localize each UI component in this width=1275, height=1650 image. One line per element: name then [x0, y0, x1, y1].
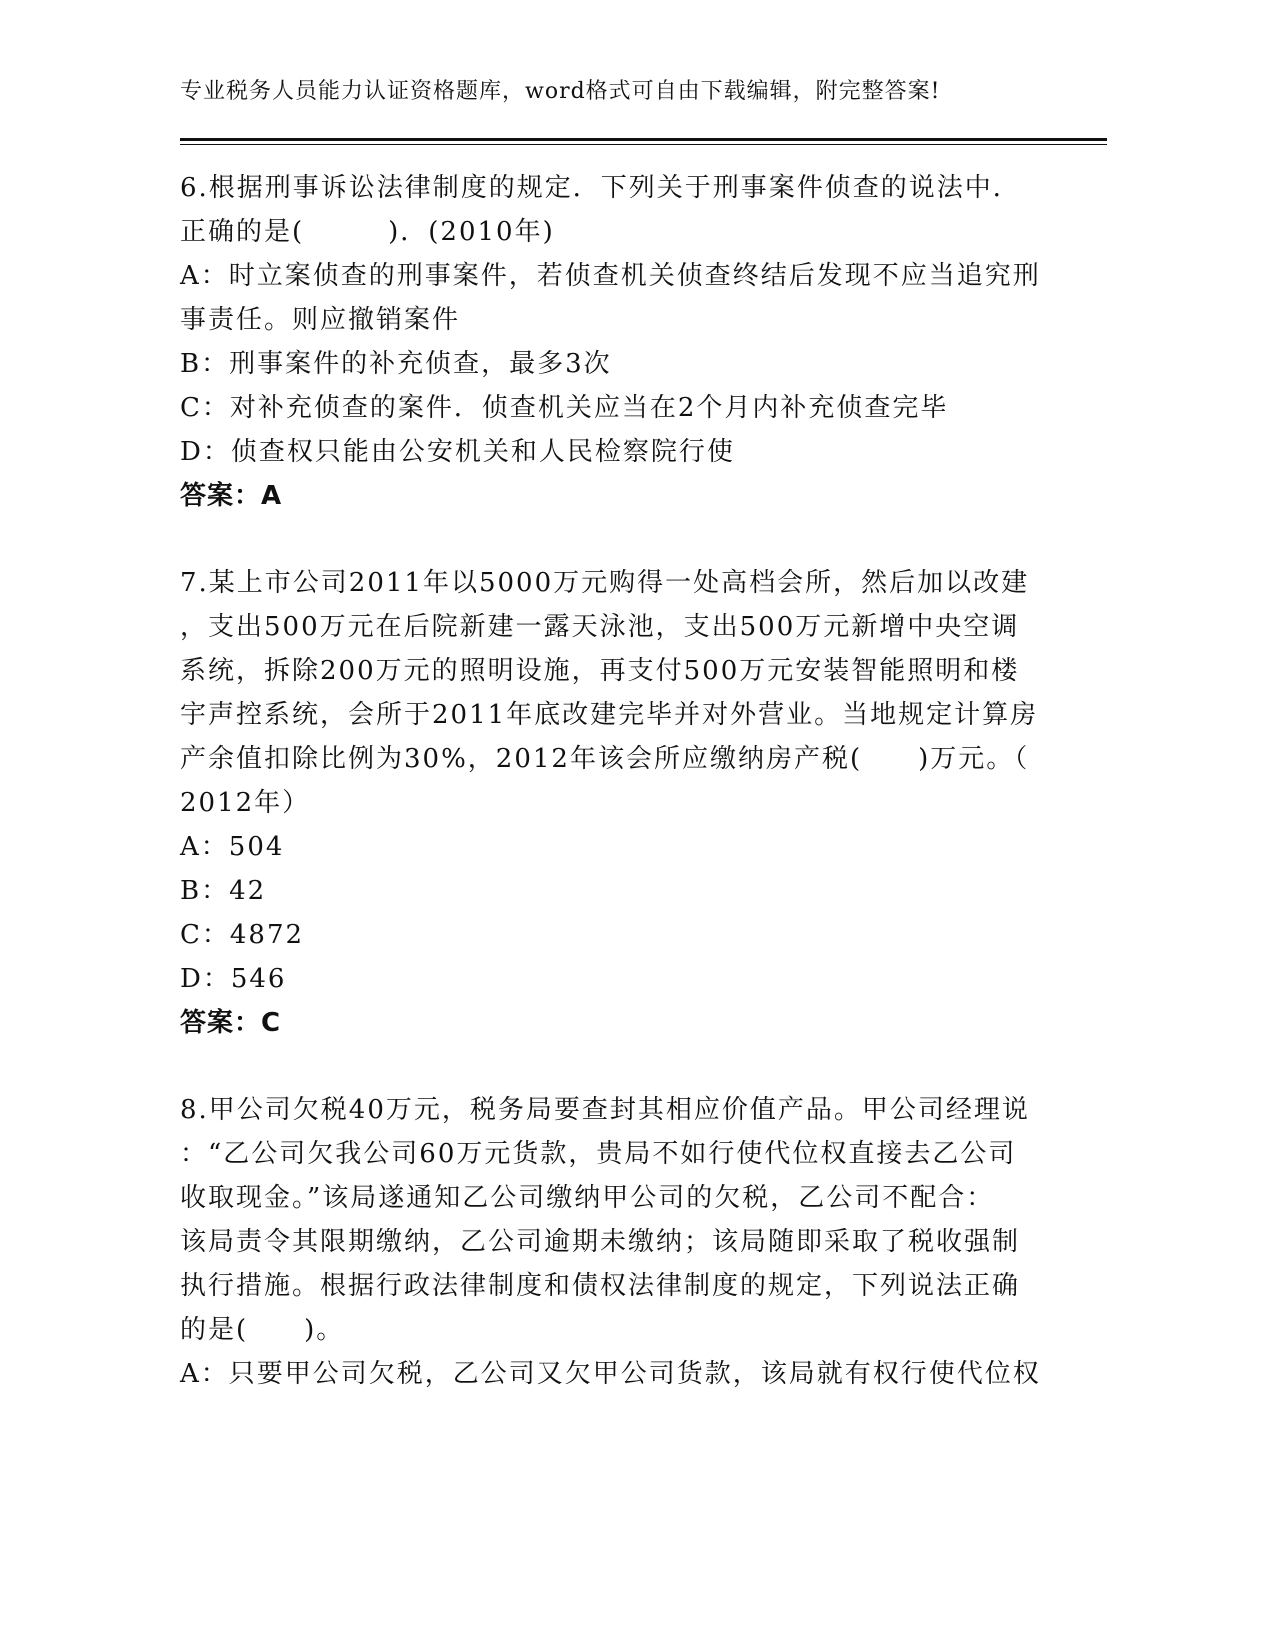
answer-line: 答案：C	[180, 1008, 282, 1038]
question-7	[180, 561, 1040, 1045]
option-line: C：4872	[180, 920, 305, 950]
header-rule-thin	[180, 144, 1107, 145]
question-spacer	[180, 518, 1040, 561]
option-line: 事责任。则应撤销案件	[180, 305, 461, 335]
option-line: D：546	[180, 964, 287, 994]
question-stem-line: 系统，拆除200万元的照明设施，再支付500万元安装智能照明和楼	[180, 656, 1020, 686]
option-line: B：42	[180, 876, 267, 906]
question-stem-line: 正确的是( )．(2010年)	[180, 217, 555, 247]
question-stem-line: 的是( )。	[180, 1315, 345, 1345]
option-line: A：时立案侦查的刑事案件，若侦查机关侦查终结后发现不应当追究刑	[180, 261, 1041, 291]
question-6	[180, 166, 1040, 518]
question-spacer	[180, 1045, 1040, 1088]
option-line: D：侦查权只能由公安机关和人民检察院行使	[180, 437, 735, 467]
question-stem-line: ：“乙公司欠我公司60万元货款，贵局不如行使代位权直接去乙公司	[180, 1139, 1017, 1169]
question-stem-line: 6.根据刑事诉讼法律制度的规定．下列关于刑事案件侦查的说法中．	[180, 173, 1021, 203]
question-list	[180, 166, 1040, 1396]
question-8	[180, 1088, 1040, 1396]
header-rule	[180, 138, 1107, 141]
question-stem-line: 该局责令其限期缴纳，乙公司逾期未缴纳；该局随即采取了税收强制	[180, 1227, 1021, 1257]
question-stem-line: 宇声控系统，会所于2011年底改建完毕并对外营业。当地规定计算房	[180, 700, 1039, 730]
option-line: B：刑事案件的补充侦查，最多3次	[180, 349, 612, 379]
question-stem-line: 收取现金。”该局遂通知乙公司缴纳甲公司的欠税，乙公司不配合：	[180, 1183, 995, 1213]
option-line: C：对补充侦查的案件．侦查机关应当在2个月内补充侦查完毕	[180, 393, 949, 423]
answer-line: 答案：A	[180, 481, 283, 511]
question-stem-line: 7.某上市公司2011年以5000万元购得一处高档会所，然后加以改建	[180, 568, 1030, 598]
question-stem-line: 2012年）	[180, 788, 311, 818]
page-header: 专业税务人员能力认证资格题库，word格式可自由下载编辑，附完整答案!	[180, 79, 941, 104]
question-stem-line: ，支出500万元在后院新建一露天泳池，支出500万元新增中央空调	[180, 612, 1020, 642]
option-line: A：只要甲公司欠税，乙公司又欠甲公司货款，该局就有权行使代位权	[180, 1359, 1041, 1389]
question-stem-line: 产余值扣除比例为30%，2012年该会所应缴纳房产税( )万元。（	[180, 744, 1030, 774]
question-stem-line: 8.甲公司欠税40万元，税务局要查封其相应价值产品。甲公司经理说	[180, 1095, 1030, 1125]
question-stem-line: 执行措施。根据行政法律制度和债权法律制度的规定，下列说法正确	[180, 1271, 1021, 1301]
option-line: A：504	[180, 832, 285, 862]
